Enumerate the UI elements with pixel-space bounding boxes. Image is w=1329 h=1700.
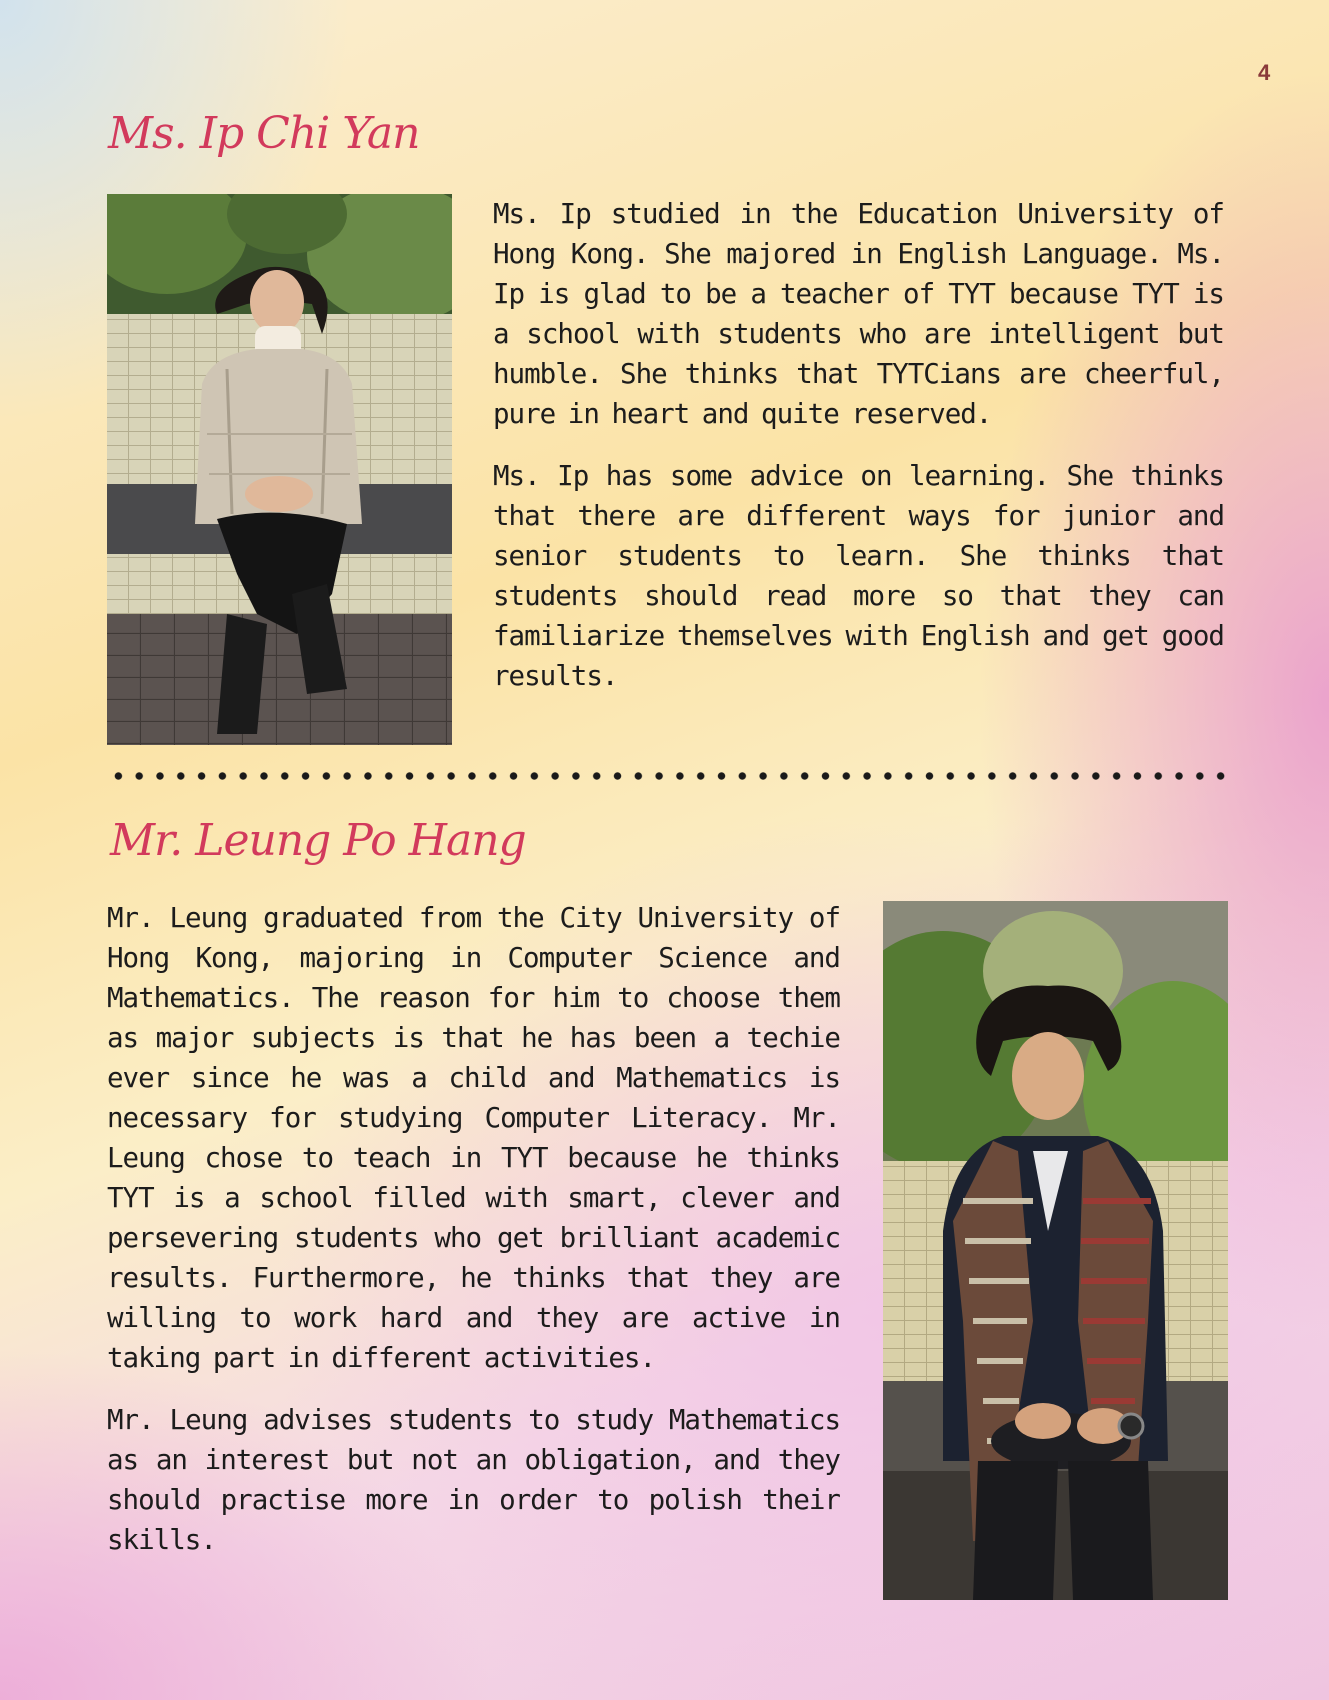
portrait-woman-seated-image: [107, 194, 452, 745]
portrait-man-seated-image: [883, 901, 1228, 1600]
dotted-divider: [108, 770, 1230, 782]
teacher-photo: [883, 901, 1228, 1600]
bio-paragraph: Mr. Leung graduated from the City University of Hong Kong, majoring in Computer Science and Mathematics. The reason for him to choose them as major subjects is that he has been a techie ever since he was a child and Mathematics is necessary for studying Computer Literacy. Mr. Leung chose to teach in TYT because he thinks TYT is a school filled with smart, clever and persevering students who get brilliant academic results. Furthermore, he thinks that they are willing to work hard and they are active in taking part in different activities.: [107, 902, 840, 1374]
page-number: 4: [1258, 60, 1271, 85]
teacher-name-heading: Mr. Leung Po Hang: [110, 815, 526, 866]
teacher-name-heading: Ms. Ip Chi Yan: [108, 108, 420, 159]
advice-paragraph: Mr. Leung advises students to study Mathematics as an interest but not an obligation, and they should practise more in order to polish their skills.: [107, 1404, 840, 1556]
teacher-photo: [107, 194, 452, 745]
bio-paragraph: Ms. Ip studied in the Education University of Hong Kong. She majored in English Language. Ms. Ip is glad to be a teacher of TYT because TYT is a school with students who are intelligent but humble. She thinks that TYTCians are cheerful, pure in heart and quite reserved.: [493, 198, 1224, 430]
advice-paragraph: Ms. Ip has some advice on learning. She thinks that there are different ways for junior and senior students to learn. She thinks that students should read more so that they can familiarize themselves with English and get good results.: [493, 460, 1224, 692]
teacher-bio: [107, 898, 840, 1582]
teacher-bio: [493, 194, 1224, 718]
